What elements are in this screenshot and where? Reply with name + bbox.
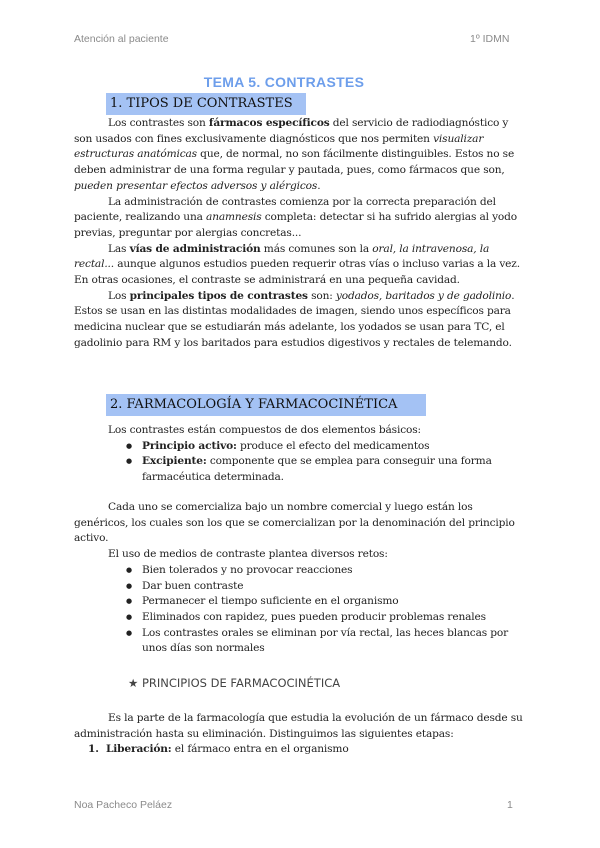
section2-body-a bbox=[74, 423, 526, 486]
footer-author: Noa Pacheco Peláez bbox=[74, 799, 173, 811]
subheading-farmacocinetica: ★ PRINCIPIOS DE FARMACOCINÉTICA bbox=[128, 676, 341, 690]
list-item: ● Los contrastes orales se eliminan por vía rectal, las heces blancas por unos días son normales bbox=[142, 626, 526, 657]
section-heading-tipos: 1. TIPOS DE CONTRASTES bbox=[106, 93, 306, 115]
list-item: ● Principio activo: produce el efecto del medicamentos bbox=[142, 439, 526, 455]
page-title: TEMA 5. CONTRASTES bbox=[203, 74, 365, 90]
elements-list bbox=[74, 439, 526, 486]
list-item: ● Bien tolerados y no provocar reacciones bbox=[142, 563, 526, 579]
paragraph-farmacocinetica: Es la parte de la farmacología que estudia la evolución de un fármaco desde su administración hasta su eliminación. Distinguimos las siguientes etapas: bbox=[74, 712, 523, 740]
list-item: ● Dar buen contraste bbox=[142, 579, 526, 595]
stages-list bbox=[74, 742, 526, 758]
header-course: Atención al paciente bbox=[74, 33, 169, 45]
section2-body-b bbox=[74, 500, 526, 657]
list-item: ● Eliminados con rapidez, pues pueden producir problemas renales bbox=[142, 610, 526, 626]
section1-body bbox=[74, 116, 526, 352]
paragraph-retos: El uso de medios de contraste plantea diversos retos: bbox=[108, 548, 388, 561]
paragraph-administracion: La administración de contrastes comienza por la correcta preparación del paciente, realizando una anamnesis completa: detectar si ha sufrido alergias al yodo previas, preguntar por alergias concretas... bbox=[74, 195, 518, 239]
footer-page-number: 1 bbox=[507, 799, 513, 811]
list-item: ● Permanecer el tiempo suficiente en el organismo bbox=[142, 594, 526, 610]
paragraph-genericos: Cada uno se comercializa bajo un nombre comercial y luego están los genéricos, los cuales son los que se comercializan por la denominación del principio activo. bbox=[74, 501, 515, 545]
section2-body-c bbox=[74, 711, 526, 758]
section-heading-farmacologia: 2. FARMACOLOGÍA Y FARMACOCINÉTICA bbox=[106, 394, 426, 416]
paragraph-tipos: Los principales tipos de contrastes son: yodados, baritados y de gadolinio. Estos se usan en las distintas modalidades de imagen, siendo unos específicos para medicina nuclear que se estudiarán más adelante, los yodados se usan para TC, el gadolinio para RM y los baritados para estudios digestivos y rectales de telemando. bbox=[74, 289, 515, 349]
paragraph-definicion: Los contrastes son fármacos específicos del servicio de radiodiagnóstico y son usados con fines exclusivamente diagnósticos que nos permiten visualizar estructuras anatómicas que, de normal, no son fácilmente distinguibles. Estos no se deben administrar de una forma regular y pautada, pues, como fármacos que son, pueden presentar efectos adversos y alérgicos. bbox=[74, 117, 515, 192]
retos-list bbox=[74, 563, 526, 657]
header-grade: 1º IDMN bbox=[470, 33, 510, 45]
list-item: ● Excipiente: componente que se emplea para conseguir una forma farmacéutica determinada. bbox=[142, 454, 526, 485]
list-item: 1. Liberación: el fármaco entra en el organismo bbox=[88, 743, 349, 756]
paragraph-elementos: Los contrastes están compuestos de dos elementos básicos: bbox=[108, 424, 421, 436]
paragraph-vias: Las vías de administración más comunes son la oral, la intravenosa, la rectal... aunque algunos estudios pueden requerir otras vías o incluso varias a la vez. En otras ocasiones, el contraste se administrará en una pequeña cavidad. bbox=[74, 242, 520, 287]
